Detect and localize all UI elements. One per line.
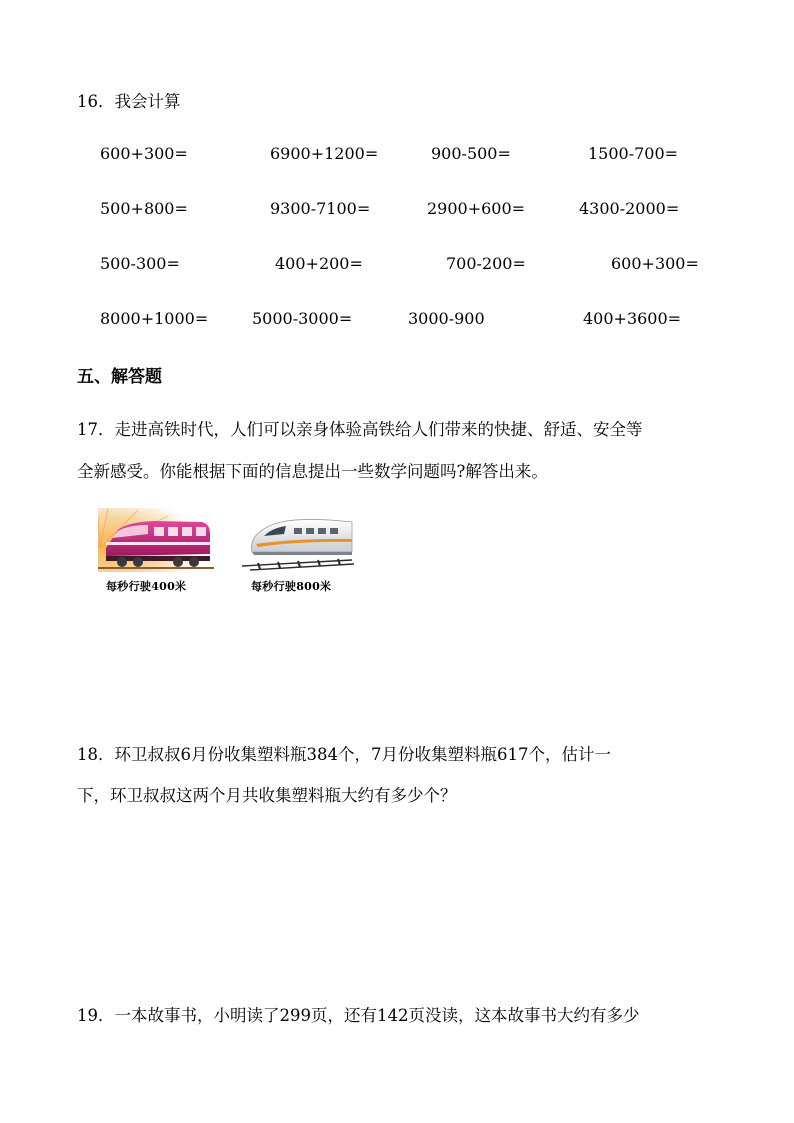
expr-r1c1: 600+300= <box>100 144 188 163</box>
expr-r4c3: 3000-900 <box>408 309 485 328</box>
expr-r2c1: 500+800= <box>100 199 188 218</box>
expr-r2c3: 2900+600= <box>427 199 526 218</box>
expr-r3c2: 400+200= <box>275 254 363 273</box>
expr-r4c4: 400+3600= <box>583 309 682 328</box>
q17-line1: 17．走进高铁时代，人们可以亲身体验高铁给人们带来的快捷、舒适、安全等 <box>77 420 643 439</box>
expr-r2c4: 4300-2000= <box>579 199 680 218</box>
q19-line1: 19．一本故事书，小明读了299页，还有142页没读，这本故事书大约有多少 <box>77 1006 640 1025</box>
expr-r4c2: 5000-3000= <box>252 309 353 328</box>
expr-r4c1: 8000+1000= <box>100 309 209 328</box>
train1-caption: 每秒行驶400米 <box>106 580 187 593</box>
q17-line2: 全新感受。你能根据下面的信息提出一些数学问题吗?解答出来。 <box>77 462 548 481</box>
expr-r3c1: 500-300= <box>100 254 180 273</box>
pink-train-image <box>98 508 214 572</box>
q18-line2: 下，环卫叔叔这两个月共收集塑料瓶大约有多少个？ <box>77 786 457 805</box>
expr-r2c2: 9300-7100= <box>270 199 371 218</box>
train2-caption: 每秒行驶800米 <box>251 580 332 593</box>
q18-line1: 18．环卫叔叔6月份收集塑料瓶384个，7月份收集塑料瓶617个，估计一 <box>77 745 611 764</box>
section-heading: 五、解答题 <box>77 367 162 387</box>
expr-r1c4: 1500-700= <box>588 144 679 163</box>
q16-title: 16．我会计算 <box>77 92 181 111</box>
expr-r1c2: 6900+1200= <box>270 144 379 163</box>
expr-r1c3: 900-500= <box>431 144 511 163</box>
expr-r3c4: 600+300= <box>611 254 699 273</box>
bullet-train-image <box>238 508 356 572</box>
expr-r3c3: 700-200= <box>446 254 526 273</box>
